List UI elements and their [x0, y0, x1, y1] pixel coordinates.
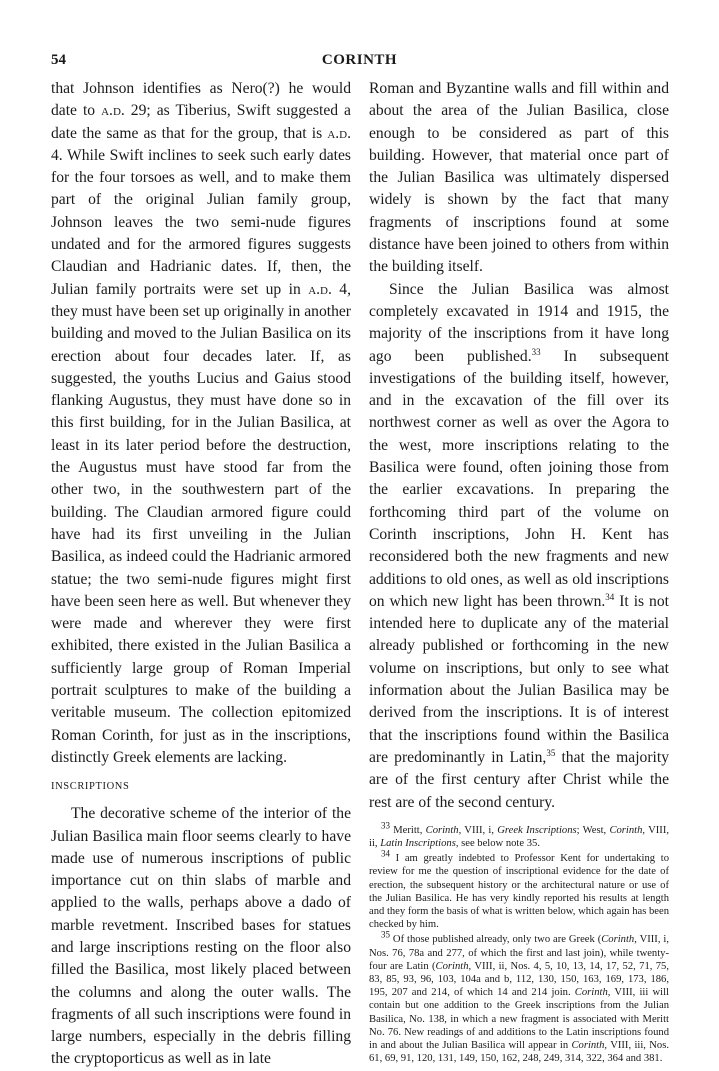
footnote-ref-34: 34: [605, 591, 615, 602]
running-head: CORINTH: [321, 52, 398, 68]
footnote-34: $^{34}$ I am greatly indebted to Professor Kent for undertaking to review for me the question of inscriptional evidence for the date of erection, the subsequent history or the architectural nature or use of the Julian Basilica. He has very kindly reported his results at length and they form the basis of what is written below, which again has been checked by him.: [369, 848, 669, 931]
left-paragraph-1: that Johnson identifies as Nero(?) he would date to a.d. 29; as Tiberius, Swift suggested a date the same as that for the group, that is a.d. 4. While Swift inclines to seek such early dates for the four torsoes as well, and to make them part of the original Julian family group, Johnson leaves the two semi-nude figures undated and for the armored figures suggests Claudian and Hadrianic dates. If, then, the Julian family portraits were set up in a.d. 4, they must have been set up originally in another building and moved to the Julian Basilica on its erection about four decades later. If, as suggested, the youths Lucius and Gaius stood flanking Augustus, they must have done so in this first building, for in the Julian Basilica, at least in its later period before the destruction, the Augustus must have stood far from the other two, in the southwestern part of the building. The Claudian armored figure could have had its first unveiling in the Julian Basilica, as indeed could the Hadrianic armored statue; the two semi-nude figures might first have been seen here as well. But whenever they were made and wherever they were first exhibited, there existed in the Julian Basilica a sufficiently large group of Roman Imperial portrait sculptures to make of the building a veritable museum. The collection epitomized Roman Corinth, for just as in the inscriptions, distinctly Greek elements are lacking.: [51, 80, 352, 766]
footnote-ref-33: 33: [531, 346, 541, 357]
section-heading-inscriptions: INSCRIPTIONS: [51, 781, 130, 793]
page-header: [51, 52, 668, 74]
page-number: 54: [51, 52, 66, 68]
left-column: [51, 78, 351, 1071]
left-paragraph-2: The decorative scheme of the interior of the Julian Basilica main floor seems clearly to have made use of numerous inscriptions of public importance cut on thin slabs of marble and applied to the walls, perhaps above a dado of marble revetment. Inscribed bases for statues and large inscriptions resting on the floor also filled the Basilica, most likely placed between the columns and along the outer walls. The fragments of all such inscriptions were found in large numbers, especially in the debris filling the cryptoporticus as well as in late: [51, 805, 351, 1068]
right-paragraph-1: Roman and Byzantine walls and fill within and about the area of the Julian Basilica, close enough to be considered as part of this building. However, that material once part of the Julian Basilica was ultimately dispersed widely is shown by the fact that many fragments of inscriptions found at some distance have been joined to others from within the building itself.: [369, 80, 669, 276]
footnotes: [369, 820, 669, 1066]
footnote-35: $^{35}$ Of those published already, only two are Greek (Corinth, VIII, i, Nos. 76, 78a and 277, of which the first and last join), while twenty-four are Latin (Corinth, VIII, ii, Nos. 4, 5, 10, 13, 14, 17, 52, 71, 75, 83, 85, 93, 96, 103, 104a and b, 112, 130, 150, 163, 169, 173, 186, 195, 207 and 214, of which 14 and 214 join. Corinth, VIII, iii will contain but one addition to the Greek inscriptions from the Julian Basilica, No. 138, in which a new fragment is associated with Meritt No. 76. New readings of and additions to the Latin inscriptions found in and about the Julian Basilica will appear in Corinth, VIII, iii, Nos. 61, 69, 91, 120, 131, 149, 150, 162, 248, 249, 314, 322, 364 and 381.: [369, 929, 669, 1065]
footnote-33: $^{33}$ Meritt, Corinth, VIII, i, Greek Inscriptions; West, Corinth, VIII, ii, Latin Inscriptions, see below note 35.: [369, 820, 669, 849]
right-paragraph-2: Since the Julian Basilica was almost completely excavated in 1914 and 1915, the majority of the inscriptions from it have long ago been published.$^{33}$ In subsequent investigations of the building itself, however, and in the excavation of the fill over its northwest corner as well as over the Agora to the west, more inscriptions relating to the Basilica were found, often joining those from the earlier excavations. In preparing the forthcoming third part of the volume on Corinth inscriptions, John H. Kent has reconsidered both the new fragments and new additions to old ones, as well as old inscriptions on which new light has been thrown.$^{34}$ It is not intended here to duplicate any of the material already published or forthcoming in the new volume on inscriptions, but only to see what information about the Julian Basilica may be derived from the inscriptions. It is of interest that the inscriptions found within the Basilica are predominantly in Latin,$^{35}$ that the majority are of the first century after Christ while the rest are of the second century.: [369, 280, 669, 811]
right-column: [369, 78, 669, 1067]
footnote-ref-35: 35: [546, 747, 556, 758]
